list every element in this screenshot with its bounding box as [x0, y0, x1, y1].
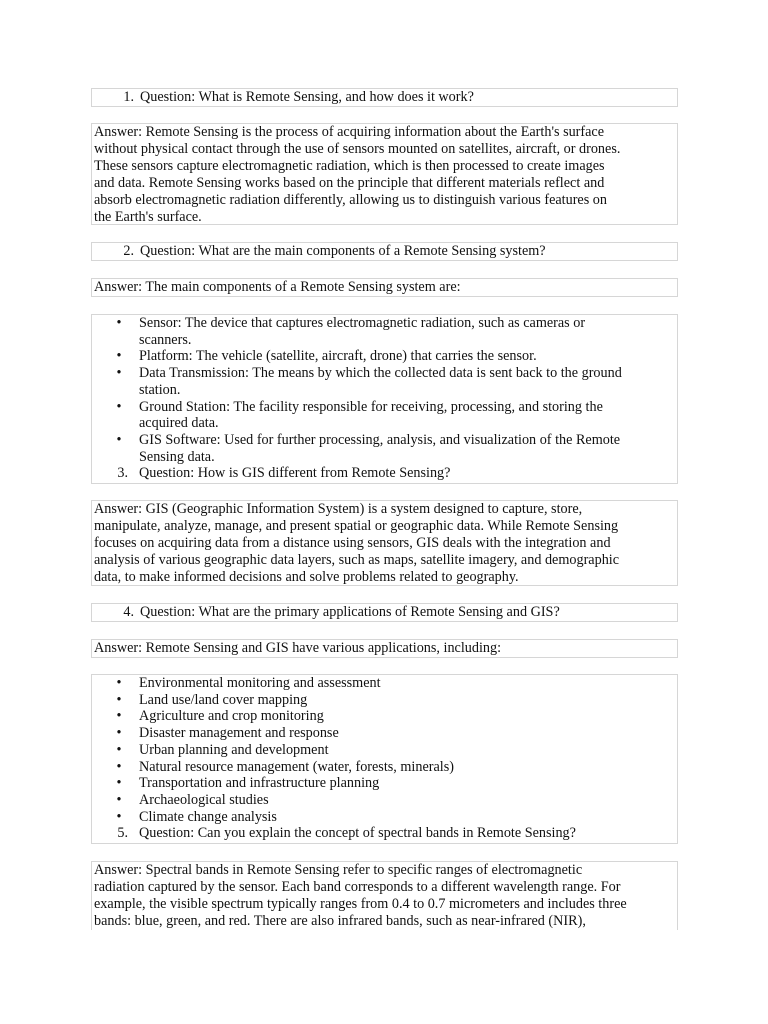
answer-line: bands: blue, green, and red. There are also infrared bands, such as near-infrared (NIR),	[94, 913, 586, 929]
list-item-text: Land use/land cover mapping	[139, 691, 308, 708]
question-number: 3.	[117, 465, 128, 482]
bullet: •	[116, 741, 122, 758]
answer-3	[91, 500, 678, 586]
answer-line: absorb electromagnetic radiation differently, allowing us to distinguish various features on	[94, 192, 607, 208]
list-item	[92, 759, 677, 776]
answer-line: and data. Remote Sensing works based on the principle that different materials reflect and	[94, 175, 605, 191]
list-item-text: scanners.	[139, 331, 192, 348]
answer-line: These sensors capture electromagnetic radiation, which is then processed to create images	[94, 158, 605, 174]
list-item	[92, 775, 677, 792]
question-2	[91, 242, 678, 261]
answer-line: the Earth's surface.	[94, 209, 202, 225]
bullet: •	[116, 675, 122, 691]
answer-line: Answer: The main components of a Remote Sensing system are:	[94, 279, 461, 295]
question-number: 1.	[123, 89, 134, 105]
list-item-text: Sensing data.	[139, 448, 215, 465]
answer-line: data, to make informed decisions and solve problems related to geography.	[94, 569, 519, 585]
answer-line: Answer: GIS (Geographic Information System) is a system designed to capture, store,	[94, 501, 583, 517]
answer-line: manipulate, analyze, manage, and present spatial or geographic data. While Remote Sensing	[94, 518, 619, 534]
list-item	[92, 315, 677, 348]
bullet: •	[116, 398, 122, 415]
bullet: •	[116, 758, 122, 775]
question-4	[91, 603, 678, 622]
answer-2	[91, 278, 678, 297]
answer-line: without physical contact through the use of sensors mounted on satellites, aircraft, or drones.	[94, 141, 621, 157]
bullet: •	[116, 708, 122, 725]
list-item	[92, 432, 677, 465]
answer-line: example, the visible spectrum typically ranges from 0.4 to 0.7 micrometers and includes three	[94, 896, 627, 912]
list-item-text: Disaster management and response	[139, 725, 339, 742]
list-item-text: GIS Software: Used for further processing, analysis, and visualization of the Remote	[139, 431, 621, 448]
question-number: 2.	[123, 243, 134, 259]
list-item-text: Natural resource management (water, forests, minerals)	[139, 758, 454, 775]
list-item	[92, 742, 677, 759]
bullet: •	[116, 315, 122, 331]
list-item-text: acquired data.	[139, 415, 219, 432]
list-item-text: Environmental monitoring and assessment	[139, 675, 381, 691]
question-number: 5.	[117, 825, 128, 842]
bullet: •	[116, 365, 122, 382]
list-item-text: Urban planning and development	[139, 741, 329, 758]
answer-line: Answer: Spectral bands in Remote Sensing refer to specific ranges of electromagnetic	[94, 862, 583, 878]
question-5	[92, 825, 677, 842]
page-bottom-margin	[90, 930, 680, 1024]
list-item	[92, 792, 677, 809]
list-item-text: Transportation and infrastructure planning	[139, 775, 380, 792]
answer-line: Answer: Remote Sensing is the process of acquiring information about the Earth's surface	[94, 124, 605, 140]
bullet: •	[116, 775, 122, 792]
bullet: •	[116, 808, 122, 825]
bullet: •	[116, 791, 122, 808]
list-item-text: Data Transmission: The means by which the collected data is sent back to the ground	[139, 365, 622, 382]
bullet: •	[116, 691, 122, 708]
list-item	[92, 809, 677, 826]
list-item-text: Agriculture and crop monitoring	[139, 708, 324, 725]
list-item-text: Ground Station: The facility responsible for receiving, processing, and storing the	[139, 398, 603, 415]
answer-4	[91, 639, 678, 658]
question-1	[91, 88, 678, 107]
list-item	[92, 708, 677, 725]
list-item-text: Archaeological studies	[139, 791, 269, 808]
answer-line: analysis of various geographic data layers, such as maps, satellite imagery, and demographic	[94, 552, 620, 568]
list-item-text: Climate change analysis	[139, 808, 277, 825]
list-item	[92, 348, 677, 365]
answer-1	[91, 123, 678, 225]
bullet: •	[116, 348, 122, 365]
bullet: •	[116, 725, 122, 742]
list-item	[92, 365, 677, 398]
list-item-text: Sensor: The device that captures electromagnetic radiation, such as cameras or	[139, 315, 586, 331]
answer-line: focuses on acquiring data from a distance using sensors, GIS deals with the integration and	[94, 535, 611, 551]
list-item-text: station.	[139, 381, 181, 398]
question-text: Question: What are the main components of a Remote Sensing system?	[140, 243, 546, 259]
list-item	[92, 692, 677, 709]
question-text: Question: What are the primary applications of Remote Sensing and GIS?	[140, 604, 560, 620]
question-text: Question: Can you explain the concept of spectral bands in Remote Sensing?	[139, 825, 576, 842]
list-item	[92, 675, 677, 692]
question-text: Question: What is Remote Sensing, and how does it work?	[140, 89, 474, 105]
applications-list	[91, 674, 678, 844]
question-number: 4.	[123, 604, 134, 620]
list-item-text: Platform: The vehicle (satellite, aircraft, drone) that carries the sensor.	[139, 348, 537, 365]
answer-line: Answer: Remote Sensing and GIS have various applications, including:	[94, 640, 502, 656]
question-text: Question: How is GIS different from Remote Sensing?	[139, 465, 451, 482]
list-item	[92, 399, 677, 432]
components-list	[91, 314, 678, 484]
bullet: •	[116, 431, 122, 448]
answer-line: radiation captured by the sensor. Each band corresponds to a different wavelength range. For	[94, 879, 621, 895]
list-item	[92, 725, 677, 742]
question-3	[92, 465, 677, 482]
